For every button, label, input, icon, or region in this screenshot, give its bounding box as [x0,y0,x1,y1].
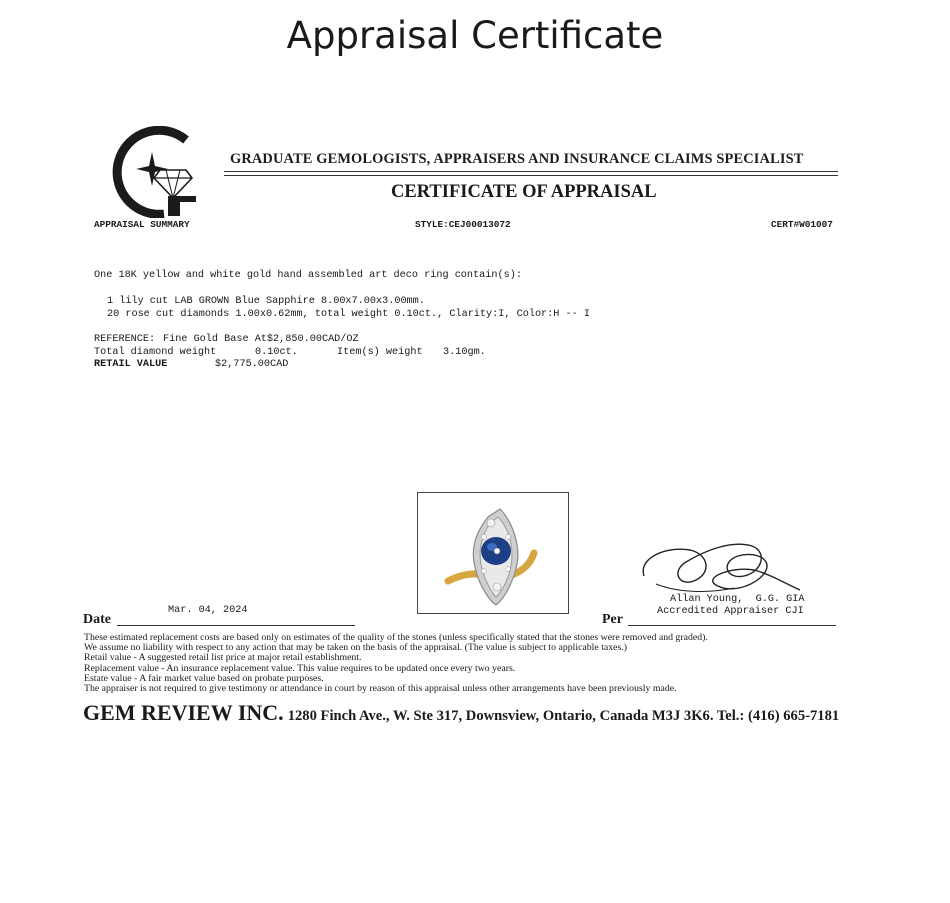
appraiser-name: Allan Young, G.G. GIA [670,594,805,605]
disclaimer-line: The appraiser is not required to give testimony or attendance in court by reason of this appraisal unless other arrangements have been previously made. [84,683,677,695]
signature-line [628,625,836,626]
appraiser-signature [636,532,808,600]
header-rule [224,171,838,172]
reference-value: Fine Gold Base At$2,850.00CAD/OZ [163,334,359,345]
disclaimer-block [84,633,864,694]
stone-line: 20 rose cut diamonds 1.00x0.62mm, total weight 0.10ct., Clarity:I, Color:H -- I [107,309,590,320]
item-weight-label: Item(s) weight [337,347,423,358]
gem-logo-icon [108,126,198,218]
appraisal-summary-label: APPRAISAL SUMMARY [94,219,190,230]
certificate-number: CERT#W01007 [771,219,833,230]
disclaimer-line: Retail value - A suggested retail list price at major retail establishment. [84,652,362,664]
style-number: STYLE:CEJ00013072 [415,219,511,230]
retail-value-label: RETAIL VALUE [94,359,168,370]
item-weight-value: 3.10gm. [443,347,486,358]
ring-icon [418,493,568,613]
retail-value-amount: $2,775.00CAD [215,359,289,370]
ring-photo [417,492,569,614]
disclaimer-line: These estimated replacement costs are based only on estimates of the quality of the stones (unless specifically stated that the stones were removed and graded). [84,632,708,643]
page-heading: Appraisal Certificate [286,14,664,57]
disclaimer-line: Replacement value - An insurance replacement value. This value requires to be updated once every two years. [84,662,516,674]
organization-name: GRADUATE GEMOLOGISTS, APPRAISERS AND INSURANCE CLAIMS SPECIALIST [230,151,804,167]
date-value: Mar. 04, 2024 [168,605,248,616]
per-label: Per [602,612,623,627]
stone-line: 1 lily cut LAB GROWN Blue Sapphire 8.00x7.00x3.00mm. [107,296,425,307]
appraiser-title: Accredited Appraiser CJI [657,606,804,617]
company-name: GEM REVIEW INC. [83,700,284,725]
header-rule [224,175,838,176]
certificate-title: CERTIFICATE OF APPRAISAL [391,182,657,202]
company-footer [83,700,839,726]
diamond-weight-label: Total diamond weight [94,347,217,358]
disclaimer-line: Estate value - A fair market value based on probate purposes. [84,672,324,684]
company-address: 1280 Finch Ave., W. Ste 317, Downsview, Ontario, Canada M3J 3K6. Tel.: (416) 665-7181 [287,708,840,724]
diamond-weight-value: 0.10ct. [255,347,298,358]
date-line [117,625,355,626]
date-label: Date [83,612,111,627]
disclaimer-line: We assume no liability with respect to any action that may be taken on the basis of the appraisal. (The value is subject to applicable taxes.) [84,642,628,654]
item-description: One 18K yellow and white gold hand assembled art deco ring contain(s): [94,270,522,281]
reference-label: REFERENCE: [94,334,156,345]
